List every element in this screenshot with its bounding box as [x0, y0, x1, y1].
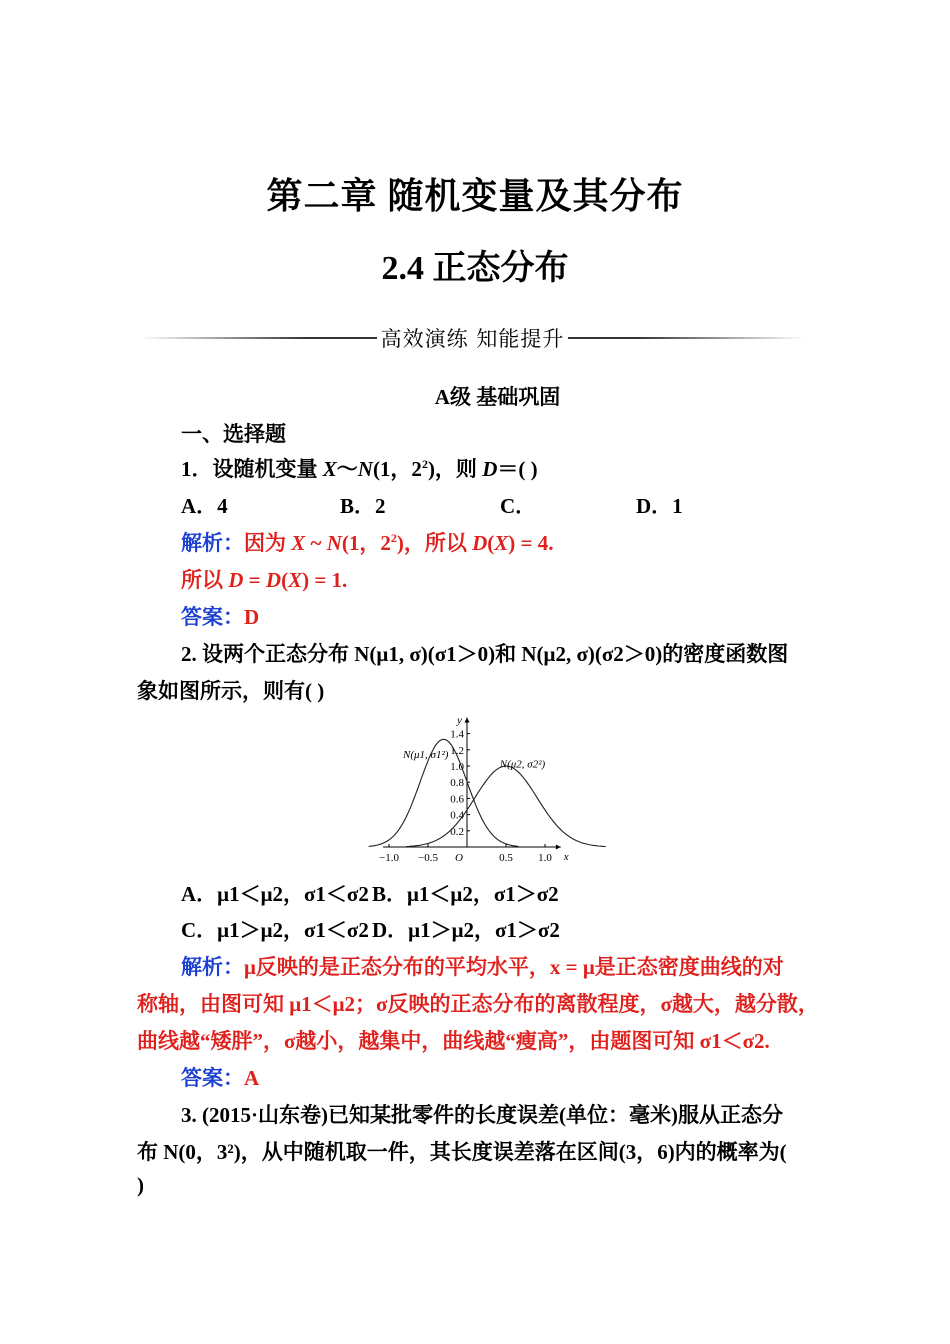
chapter-title: 第二章 随机变量及其分布	[266, 176, 684, 216]
section-heading: 一、选择题	[181, 422, 286, 446]
q1-stem: 1．设随机变量 X～N(1，$2^2$)，则 D＝( )	[181, 457, 538, 481]
x-tick-label: 0.5	[499, 852, 513, 864]
y-tick-label: 1.2	[450, 744, 464, 757]
q1-option-d: D．1	[636, 494, 683, 518]
q2-option-b: B．μ1＜μ2，σ1＞σ2	[372, 882, 559, 906]
q1-option-c: C．	[500, 494, 537, 518]
q2-analysis-line3: 曲线越“矮胖”，σ越小，越集中，曲线越“瘦高”，由题图可知 σ1＜σ2.	[137, 1029, 770, 1053]
q2-option-a: A．μ1＜μ2，σ1＜σ2	[181, 882, 369, 906]
y-axis-arrow	[465, 717, 470, 722]
q1-option-a: A．4	[181, 494, 228, 518]
q2-stem-line1: 2. 设两个正态分布 N(μ1, σ)(σ1＞0)和 N(μ2, σ)(σ2＞0)的密度函数图	[181, 642, 789, 666]
density-curve-2	[406, 766, 606, 847]
series-label-1: N(μ1, σ1²)	[403, 748, 449, 761]
x-axis-arrow	[556, 845, 561, 850]
q1-analysis-line1: 解析：因为 X ~ N(1，$2^2$)，所以 D(X) = 4.	[181, 531, 554, 555]
q2-stem-line2: 象如图所示，则有( )	[137, 679, 325, 703]
y-tick-label: 1.4	[450, 728, 464, 741]
q3-stem-line1: 3. (2015·山东卷)已知某批零件的长度误差(单位：毫米)服从正态分	[181, 1103, 783, 1127]
q2-option-d: D．μ1＞μ2，σ1＞σ2	[372, 918, 560, 942]
x-tick-label: −1.0	[379, 852, 399, 864]
banner-text: 高效演练 知能提升	[377, 327, 569, 351]
y-tick-label: 0.4	[450, 809, 464, 822]
q3-stem-line3: )	[137, 1173, 144, 1197]
normal-density-chart	[379, 708, 610, 868]
y-tick-label: 0.6	[450, 793, 464, 806]
level-title: A级 基础巩固	[434, 385, 561, 409]
q2-analysis-line2: 称轴，由图可知 μ1＜μ2；σ反映的正态分布的离散程度，σ越大，越分散，	[137, 992, 819, 1016]
q1-answer: 答案：D	[181, 605, 260, 629]
q3-stem-line2: 布 N(0，3²)，从中随机取一件，其长度误差落在区间(3，6)内的概率为(	[137, 1140, 787, 1164]
y-axis-label: y	[457, 714, 462, 727]
q1-analysis-line2: 所以 D = D(X) = 1.	[181, 568, 348, 592]
y-tick-label: 0.2	[450, 825, 464, 838]
y-tick-label: 1.0	[450, 761, 464, 773]
y-tick-label: 0.8	[450, 777, 464, 790]
x-tick-label: −0.5	[418, 852, 438, 864]
q2-option-c: C．μ1＞μ2，σ1＜σ2	[181, 918, 369, 942]
q1-option-b: B．2	[340, 494, 386, 518]
origin-label: O	[455, 852, 463, 864]
x-axis-label: x	[563, 851, 569, 863]
banner	[140, 322, 805, 352]
q2-analysis-line1: 解析：μ反映的是正态分布的平均水平，x = μ是正态密度曲线的对	[181, 955, 784, 979]
x-tick-label: 1.0	[538, 852, 552, 864]
series-label-2: N(μ2, σ2²)	[499, 758, 546, 771]
q2-answer: 答案：A	[181, 1066, 260, 1090]
section-title: 2.4 正态分布	[381, 250, 569, 287]
